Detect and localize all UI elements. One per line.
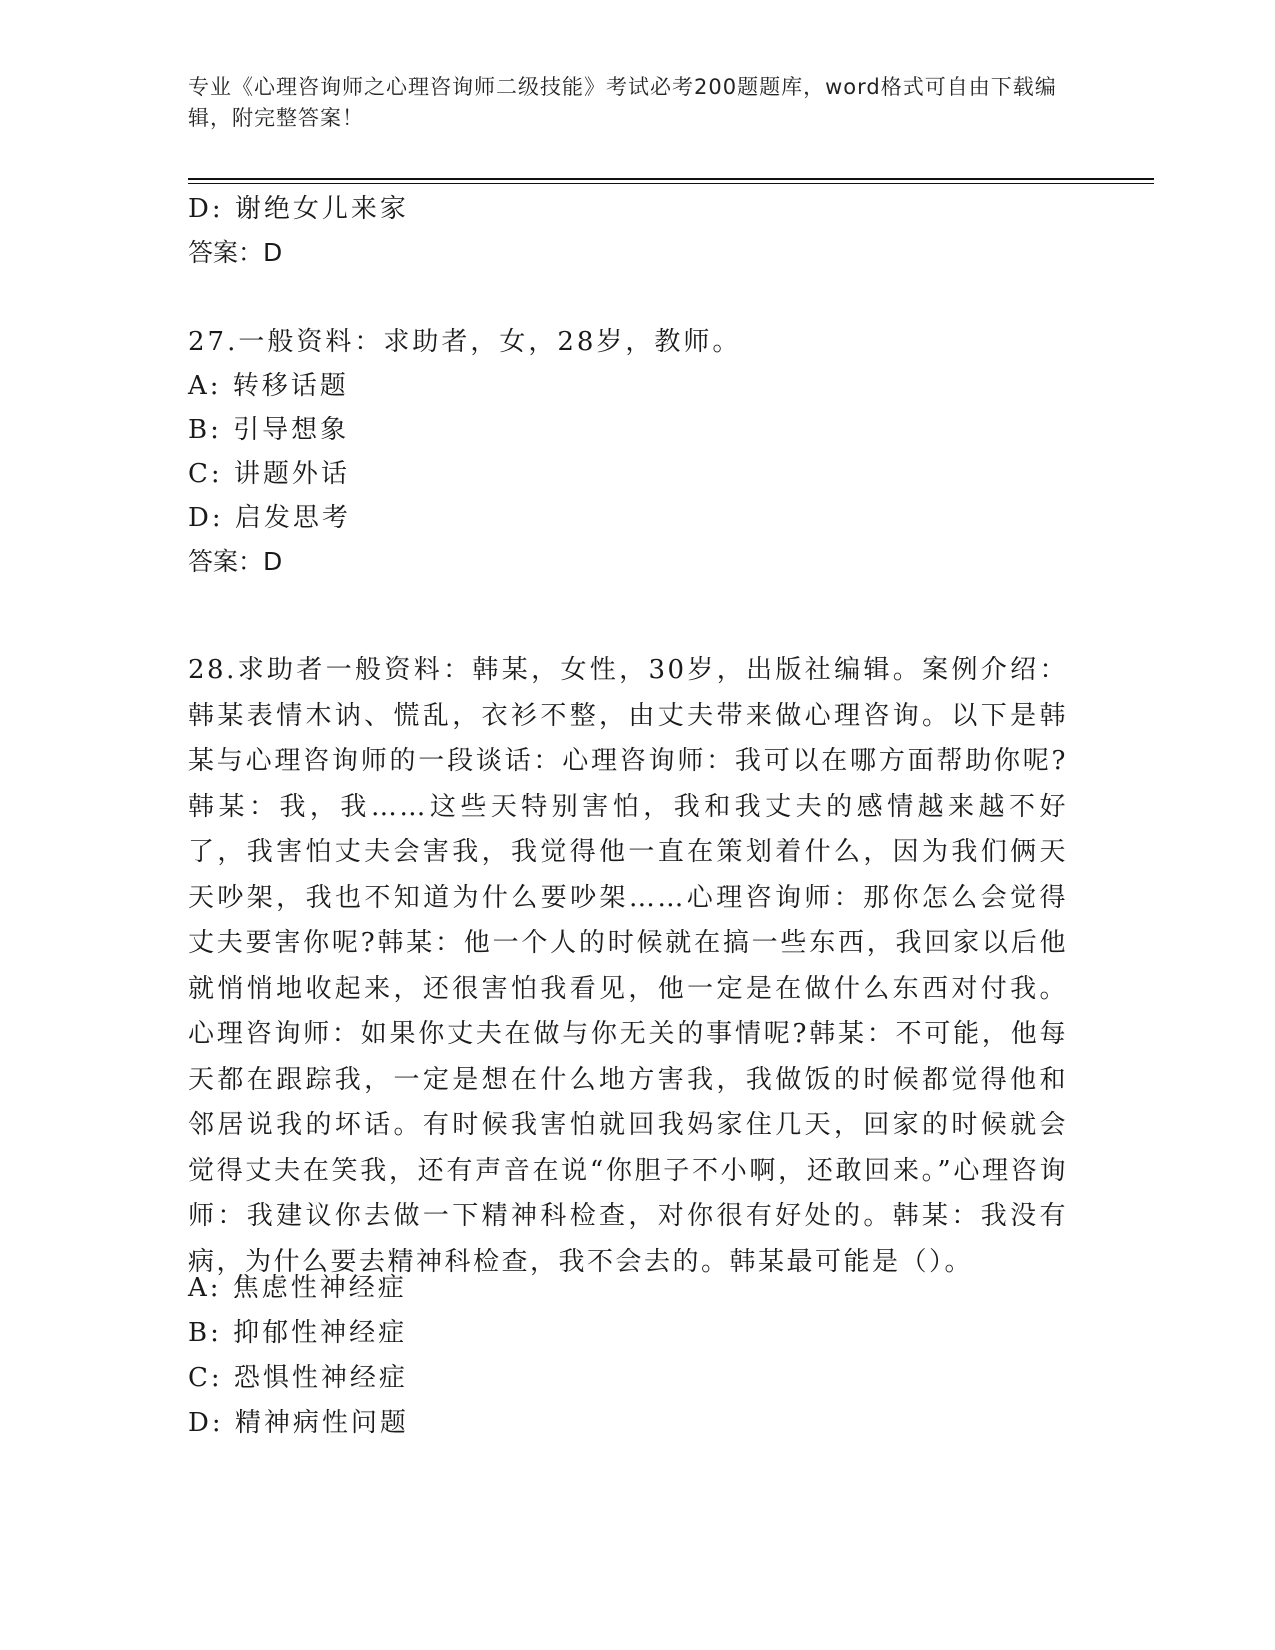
document-header: 专业《心理咨询师之心理咨询师二级技能》考试必考200题题库，word格式可自由下载编辑，附完整答案！ [188, 75, 1057, 130]
q27-answer: 答案：D [188, 547, 283, 576]
q28-option-c: C: 恐惧性神经症 [188, 1363, 408, 1393]
q27-option-d: D: 启发思考 [188, 503, 351, 533]
q27-option-c: C: 讲题外话 [188, 459, 350, 489]
header-rule-thin [188, 183, 1154, 184]
q28-option-a: A: 焦虑性神经症 [188, 1273, 407, 1303]
q27-stem: 27.一般资料：求助者，女，28岁，教师。 [188, 327, 742, 357]
prev-option-d: D: 谢绝女儿来家 [188, 194, 409, 224]
prev-answer: 答案：D [188, 238, 283, 267]
header-rule-thick [188, 178, 1154, 180]
q28-option-b: B: 抑郁性神经症 [188, 1318, 408, 1348]
q28-option-d: D: 精神病性问题 [188, 1408, 409, 1438]
q28-stem: 28.求助者一般资料：韩某，女性，30岁，出版社编辑。案例介绍：韩某表情木讷、慌乱，衣衫不整，由丈夫带来做心理咨询。以下是韩某与心理咨询师的一段谈话：心理咨询师：我可以在哪方面帮助你呢?韩某：我，我……这些天特别害怕，我和我丈夫的感情越来越不好了，我害怕丈夫会害我，我觉得他一直在策划着什么，因为我们俩天天吵架，我也不知道为什么要吵架……心理咨询师：那你怎么会觉得丈夫要害你呢?韩某：他一个人的时候就在搞一些东西，我回家以后他就悄悄地收起来，还很害怕我看见，他一定是在做什么东西对付我。心理咨询师：如果你丈夫在做与你无关的事情呢?韩某：不可能，他每天都在跟踪我，一定是想在什么地方害我，我做饭的时候都觉得他和邻居说我的坏话。有时候我害怕就回我妈家住几天，回家的时候就会觉得丈夫在笑我，还有声音在说“你胆子不小啊，还敢回来。”心理咨询师：我建议你去做一下精神科检查，对你很有好处的。韩某：我没有病，为什么要去精神科检查，我不会去的。韩某最可能是（）。 [188, 655, 1068, 1277]
q27-option-a: A: 转移话题 [188, 371, 349, 401]
q27-option-b: B: 引导想象 [188, 415, 350, 445]
